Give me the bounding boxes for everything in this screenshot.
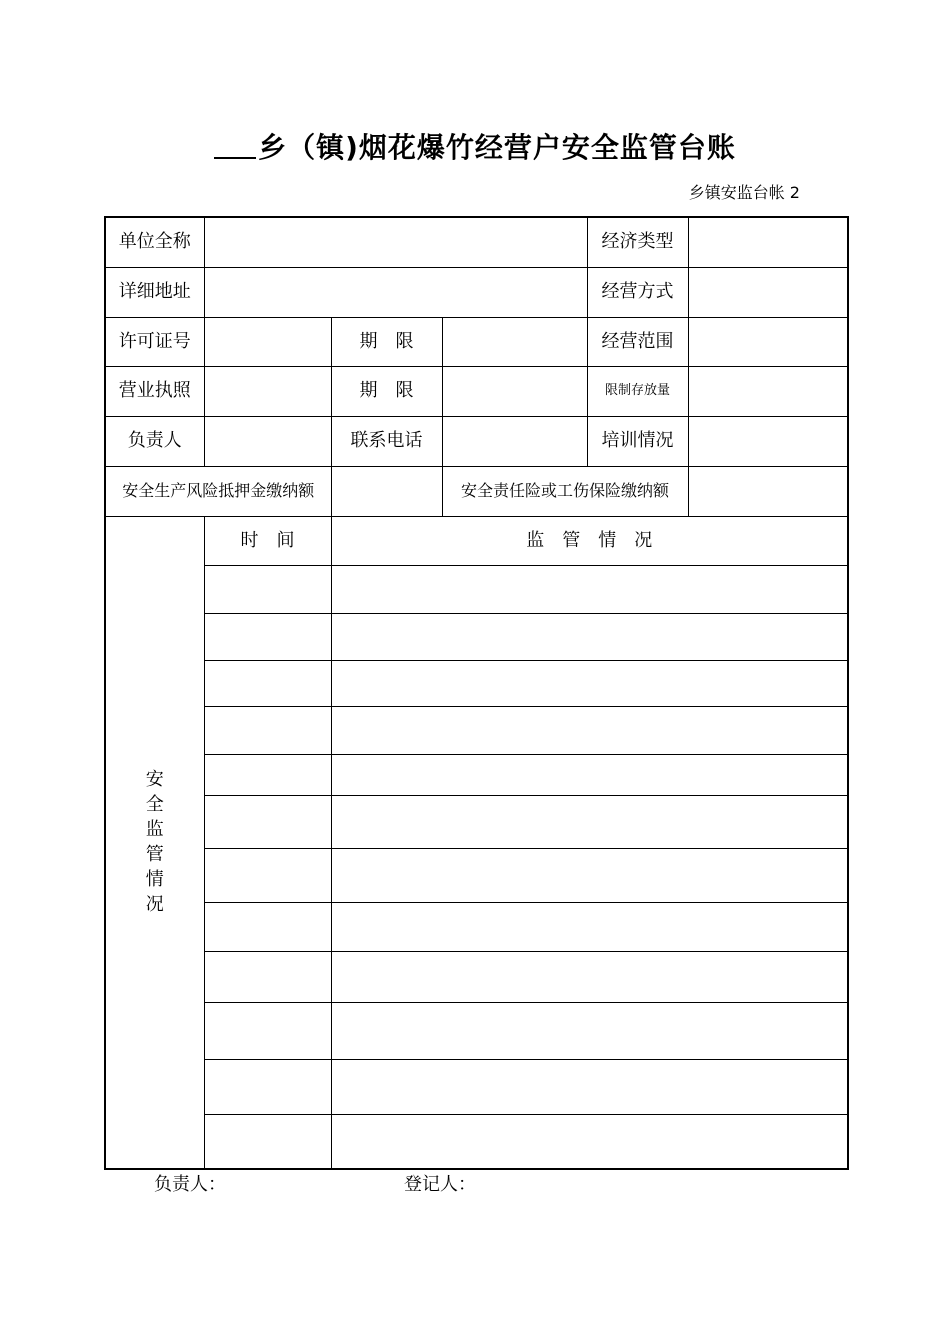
row-person: [105, 416, 848, 466]
phone-field[interactable]: [442, 416, 587, 466]
footer-responsible: 负责人：: [154, 1174, 226, 1195]
status-header: 监 管 情 况: [331, 516, 848, 565]
business-mode-field[interactable]: [688, 267, 848, 317]
supervision-header-row: [105, 516, 848, 565]
title-text: 乡（镇)烟花爆竹经营户安全监管台账: [258, 131, 736, 164]
insurance-label: 安全责任险或工伤保险缴纳额: [442, 466, 688, 516]
time-cell[interactable]: [204, 660, 331, 706]
status-cell[interactable]: [331, 1059, 848, 1114]
phone-label: 联系电话: [331, 416, 442, 466]
table-row: [105, 660, 848, 706]
status-cell[interactable]: [331, 1002, 848, 1059]
row-unit-name: [105, 217, 848, 267]
supervision-section-label: [105, 516, 204, 1169]
time-cell[interactable]: [204, 754, 331, 795]
page-title: [0, 126, 950, 170]
table-row: [105, 565, 848, 613]
time-cell[interactable]: [204, 1059, 331, 1114]
business-scope-field[interactable]: [688, 317, 848, 366]
status-cell[interactable]: [331, 902, 848, 951]
storage-limit-field[interactable]: [688, 366, 848, 416]
ledger-table: [104, 216, 849, 1170]
table-row: [105, 951, 848, 1002]
table-row: [105, 902, 848, 951]
deposit-field[interactable]: [331, 466, 442, 516]
time-cell[interactable]: [204, 902, 331, 951]
economic-type-field[interactable]: [688, 217, 848, 267]
business-license-field[interactable]: [204, 366, 331, 416]
term2-label: 期 限: [331, 366, 442, 416]
status-cell[interactable]: [331, 706, 848, 754]
table-row: [105, 613, 848, 660]
status-cell[interactable]: [331, 613, 848, 660]
table-row: [105, 848, 848, 902]
status-cell[interactable]: [331, 951, 848, 1002]
term2-field[interactable]: [442, 366, 587, 416]
insurance-field[interactable]: [688, 466, 848, 516]
table-row: [105, 706, 848, 754]
status-cell[interactable]: [331, 1114, 848, 1169]
term1-label: 期 限: [331, 317, 442, 366]
row-business-license: [105, 366, 848, 416]
term1-field[interactable]: [442, 317, 587, 366]
status-cell[interactable]: [331, 565, 848, 613]
address-field[interactable]: [204, 267, 587, 317]
time-cell[interactable]: [204, 795, 331, 848]
training-field[interactable]: [688, 416, 848, 466]
license-no-label: 许可证号: [105, 317, 204, 366]
table-row: [105, 795, 848, 848]
row-address: [105, 267, 848, 317]
township-blank[interactable]: [214, 127, 256, 159]
time-cell[interactable]: [204, 848, 331, 902]
time-header: 时 间: [204, 516, 331, 565]
status-cell[interactable]: [331, 754, 848, 795]
status-cell[interactable]: [331, 848, 848, 902]
time-cell[interactable]: [204, 706, 331, 754]
deposit-label: 安全生产风险抵押金缴纳额: [105, 466, 331, 516]
business-scope-label: 经营范围: [587, 317, 688, 366]
time-cell[interactable]: [204, 951, 331, 1002]
supervision-section-text: 安全监管情况: [145, 769, 164, 916]
row-license: [105, 317, 848, 366]
table-row: [105, 1002, 848, 1059]
business-mode-label: 经营方式: [587, 267, 688, 317]
address-label: 详细地址: [105, 267, 204, 317]
unit-name-label: 单位全称: [105, 217, 204, 267]
economic-type-label: 经济类型: [587, 217, 688, 267]
time-cell[interactable]: [204, 565, 331, 613]
license-no-field[interactable]: [204, 317, 331, 366]
row-payments: [105, 466, 848, 516]
unit-name-field[interactable]: [204, 217, 587, 267]
footer-registrar: 登记人：: [404, 1174, 476, 1195]
storage-limit-label: 限制存放量: [587, 366, 688, 416]
status-cell[interactable]: [331, 660, 848, 706]
status-cell[interactable]: [331, 795, 848, 848]
time-cell[interactable]: [204, 613, 331, 660]
table-row: [105, 1059, 848, 1114]
time-cell[interactable]: [204, 1002, 331, 1059]
business-license-label: 营业执照: [105, 366, 204, 416]
training-label: 培训情况: [587, 416, 688, 466]
form-code: 乡镇安监台帐 2: [688, 183, 800, 202]
person-in-charge-field[interactable]: [204, 416, 331, 466]
time-cell[interactable]: [204, 1114, 331, 1169]
table-row: [105, 1114, 848, 1169]
person-in-charge-label: 负责人: [105, 416, 204, 466]
table-row: [105, 754, 848, 795]
